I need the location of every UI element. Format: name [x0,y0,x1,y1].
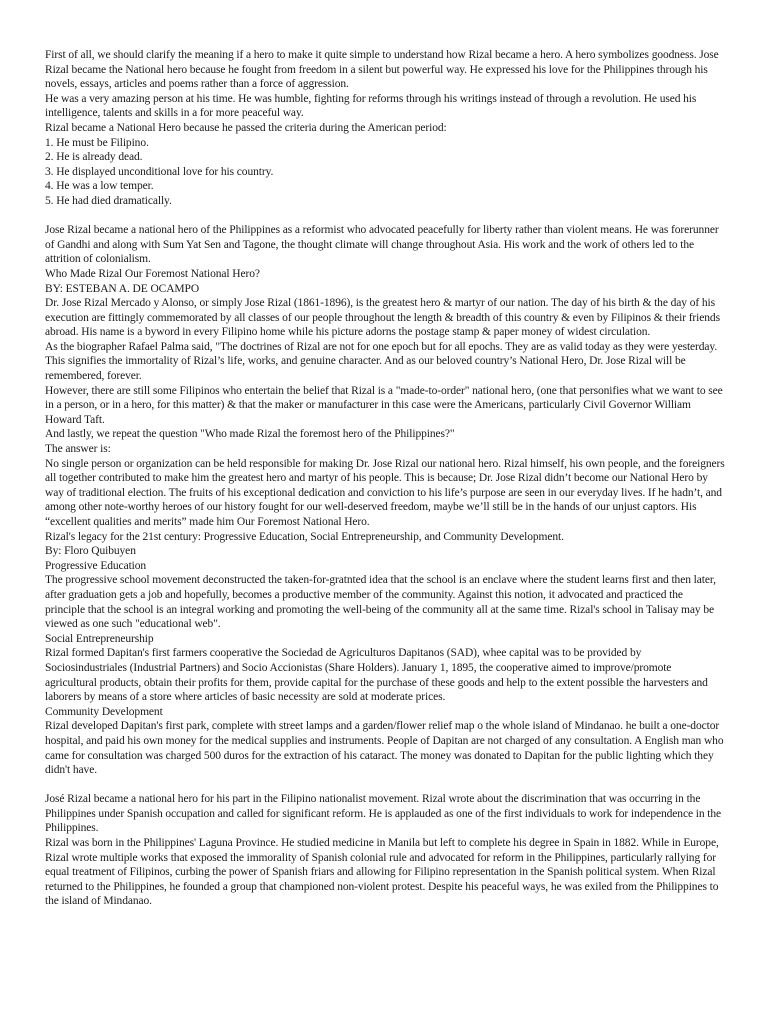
section-title-legacy: Rizal's legacy for the 21st century: Progressive Education, Social Entrepreneurship, and Community Development. [45,530,564,543]
criteria-item-1: 1. He must be Filipino. [45,136,149,149]
blank-line [45,209,725,224]
paragraph-made-to-order: However, there are still some Filipinos who entertain the belief that Rizal is a "made-to-order" national hero, (one that personifies what we want to see in a person, or in a hero, for this matter) & that the maker or manufacturer in this case were the Americans, particularly Civil Governor William Howard Taft. [45,384,723,426]
subheading-community-development: Community Development [45,705,163,718]
criteria-intro: Rizal became a National Hero because he passed the criteria during the American period: [45,121,447,134]
paragraph-rizal-intro: Dr. Jose Rizal Mercado y Alonso, or simply Jose Rizal (1861-1896), is the greatest hero & martyr of our nation. The day of his birth & the day of his execution are fittingly commemorated by all classes of our people throughout the length & breadth of this country & even by Filipinos & their friends abroad. His name is a byword in every Filipino home while his picture adorns the postage stamp & paper money of widest circulation. [45,297,720,339]
criteria-item-4: 4. He was a low temper. [45,180,154,193]
paragraph-nationalist-movement: José Rizal became a national hero for his part in the Filipino nationalist movement. Rizal wrote about the discrimination that was occurring in the Philippines under Spanish occupation and called for significant reform. He is applauded as one of the first individuals to work for independence in the Philippines. [45,793,721,835]
criteria-item-3: 3. He displayed unconditional love for his country. [45,165,274,178]
blank-line [45,778,725,793]
document-body [45,48,725,909]
paragraph-community-development: Rizal developed Dapitan's first park, complete with street lamps and a garden/flower relief map o the whole island of Mindanao. he built a one-doctor hospital, and paid his own money for the medical supplies and instruments. People of Dapitan are not charged of any consultation. A English man who came for consultation was charged 500 duros for the extraction of his cataract. The money was donated to Dapitan for the public lighting which they didn't have. [45,720,724,777]
criteria-item-2: 2. He is already dead. [45,151,143,164]
paragraph-question: And lastly, we repeat the question "Who made Rizal the foremost hero of the Philippines?" [45,428,455,441]
byline-quibuyen: By: Floro Quibuyen [45,545,136,558]
paragraph-answer: No single person or organization can be held responsible for making Dr. Jose Rizal our national hero. Rizal himself, his own people, and the foreigners all together contributed to make him the greatest hero and martyr of his people. This is because; Dr. Jose Rizal didn’t become our National Hero by way of traditional election. The fruits of his exceptional dedication and conviction to his life’s purpose are seen in our everyday lives. If he hadn’t, and among other note-worthy heroes of our history fought for our well-deserved freedom, maybe we’ll still be in the hands of our unjust captors. His “excellent qualities and merits” made him Our Foremost National Hero. [45,457,725,528]
paragraph-amazing-person: He was a very amazing person at his time. He was humble, fighting for reforms through his writings instead of through a revolution. He used his intelligence, talents and skills in a for more peaceful way. [45,92,697,120]
paragraph-social-entrepreneurship: Rizal formed Dapitan's first farmers cooperative the Sociedad de Agriculturos Dapitanos (SAD), whee capital was to be provided by Sociosindustriales (Industrial Partners) and Socio Accionistas (Share Holders). January 1, 1895, the cooperative aimed to improve/promote agricultural products, obtain their profits for them, provide capital for the purchase of these goods and help to the extent possible the harvesters and laborers by means of a store where articles of basic necessity are sold at moderate prices. [45,647,708,704]
criteria-item-5: 5. He had died dramatically. [45,194,172,207]
subheading-progressive-education: Progressive Education [45,559,147,572]
paragraph-progressive-education: The progressive school movement deconstructed the taken-for-gratnted idea that the school is an enclave where the student learns first and then later, after graduation gets a job and hopefully, becomes a productive member of the community. Against this notion, it advocated and practiced the principle that the school is an integral working and promoting the well-being of the community all at the same time. Rizal's school in Talisay may be viewed as one such "educational web". [45,574,716,631]
byline-de-ocampo: BY: ESTEBAN A. DE OCAMPO [45,282,200,295]
answer-label: The answer is: [45,443,111,456]
subheading-social-entrepreneurship: Social Entrepreneurship [45,632,154,645]
paragraph-reformist: Jose Rizal became a national hero of the Philippines as a reformist who advocated peacefully for liberty rather than violent means. He was forerunner of Gandhi and along with Sum Yat Sen and Tagone, the thought climate will change throughout Asia. His work and the work of others led to the attrition of colonialism. [45,224,719,266]
paragraph-hero-meaning: First of all, we should clarify the meaning if a hero to make it quite simple to understand how Rizal became a hero. A hero symbolizes goodness. Jose Rizal became the National hero because he fought from freedom in a silent but powerful way. He expressed his love for the Philippines through his novels, essays, articles and poems rather than a force of aggression. [45,49,719,91]
paragraph-palma-quote: As the biographer Rafael Palma said, "The doctrines of Rizal are not for one epoch but for all epochs. They are as valid today as they were yesterday. This signifies the immortality of Rizal’s life, works, and genuine character. And as our beloved country’s National Hero, Dr. Jose Rizal will be remembered, forever. [45,340,718,383]
paragraph-biography: Rizal was born in the Philippines' Laguna Province. He studied medicine in Manila but left to complete his degree in Spain in 1882. While in Europe, Rizal wrote multiple works that exposed the immorality of Spanish colonial rule and advocated for reform in the Philippines, particularly rallying for equal treatment of Filipinos, curbing the power of Spanish friars and allowing for Filipino representation in the Spanish political system. When Rizal returned to the Philippines, he founded a group that championed non-violent protest. Despite his peaceful ways, he was exiled from the Philippines to the island of Mindanao. [45,837,719,908]
section-title-foremost-hero: Who Made Rizal Our Foremost National Hero? [45,267,260,280]
